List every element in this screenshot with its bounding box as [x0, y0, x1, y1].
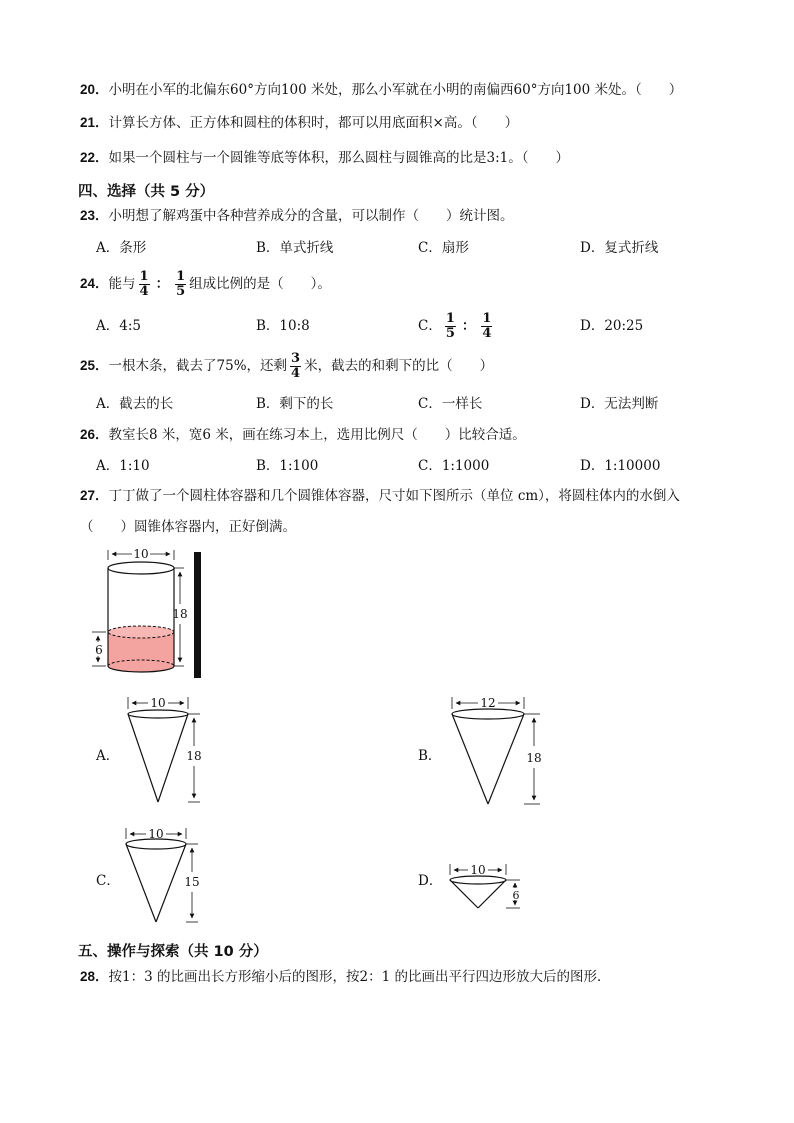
option-a-label: A．: [96, 748, 120, 764]
question-number: 22．: [80, 150, 109, 165]
cone-d-diameter: 10: [470, 863, 486, 877]
cone-b-figure: [444, 694, 554, 808]
question-text: 教室长8 米，宽6 米，画在练习本上，选用比例尺（ ）比较合适。: [108, 427, 526, 443]
question-26: [80, 425, 526, 445]
question-27: [80, 486, 680, 506]
option-b: B．单式折线: [256, 240, 334, 256]
question-21: [80, 113, 518, 133]
question-25: [80, 348, 493, 384]
fraction: $\frac{1}{5}$: [445, 311, 455, 341]
question-text: 小明在小军的北偏东60°方向100 米处，那么小军就在小明的南偏西60°方向100 米处。（ ）: [108, 82, 683, 98]
question-text-post: 组成比例的是（ ）。: [189, 276, 331, 292]
option-b: B．1:100: [256, 458, 319, 474]
question-20: [80, 80, 682, 100]
option-a: A．条形: [96, 240, 147, 256]
question-number: 21．: [80, 115, 109, 130]
option-d-label: D．: [418, 873, 443, 889]
cylinder-figure: [90, 548, 210, 682]
question-number: 23．: [80, 208, 109, 223]
cone-d-height: 6: [512, 889, 520, 902]
option-d: D．20:25: [580, 318, 644, 334]
option-b-label: B．: [418, 748, 442, 764]
question-number: 27．: [80, 488, 109, 503]
question-text: 小明想了解鸡蛋中各种营养成分的含量，可以制作（ ）统计图。: [108, 208, 514, 224]
section-heading: 五、操作与探索（共 10 分）: [78, 944, 268, 960]
cone-a-height: 18: [186, 749, 202, 763]
cone-b-height: 18: [526, 751, 542, 765]
question-number: 26．: [80, 427, 109, 442]
option-c-label: C．: [96, 873, 120, 889]
option-c: C．扇形: [418, 240, 469, 256]
option-a: A．截去的长: [96, 396, 174, 412]
question-28: [80, 967, 610, 987]
fraction: $\frac{1}{4}$: [139, 269, 149, 299]
cylinder-diameter-label: 10: [133, 548, 149, 561]
option-c: C．一样长: [418, 396, 483, 412]
option-d: D．复式折线: [580, 240, 659, 256]
question-text: 如果一个圆柱与一个圆锥等底等体积，那么圆柱与圆锥高的比是3:1。（ ）: [108, 150, 570, 166]
option-c: C．1:1000: [418, 458, 490, 474]
question-number: 24．: [80, 276, 109, 291]
fraction: $\frac{3}{4}$: [291, 351, 301, 381]
question-text: 按1：3 的比画出长方形缩小后的图形，按2：1 的比画出平行四边形放大后的图形．: [108, 969, 611, 985]
question-24: [80, 266, 331, 302]
question-22: [80, 148, 569, 168]
question-text: 计算长方体、正方体和圆柱的体积时，都可以用底面积×高。（ ）: [108, 115, 519, 131]
question-text-post: 米，截去的和剩下的比（ ）: [304, 358, 494, 374]
option-c: C． $\frac{1}{5}$ ： $\frac{1}{4}$: [418, 311, 492, 341]
cone-a-diameter: 10: [150, 696, 166, 710]
question-27-line2: （ ）圆锥体容器内，正好倒满。: [80, 519, 296, 535]
cylinder-height-label: 18: [172, 607, 188, 621]
question-number: 28．: [80, 969, 109, 984]
option-b: B．10:8: [256, 318, 310, 334]
option-d: D．1:10000: [580, 458, 661, 474]
option-b: B．剩下的长: [256, 396, 334, 412]
option-a: A．4:5: [96, 318, 141, 334]
question-number: 20．: [80, 82, 109, 97]
cone-c-diameter: 10: [148, 827, 164, 841]
cone-a-figure: [118, 694, 218, 808]
question-text: 丁丁做了一个圆柱体容器和几个圆锥体容器，尺寸如下图所示（单位 cm），将圆柱体内的水倒入: [108, 488, 680, 504]
cone-c-figure: [118, 826, 218, 926]
question-number: 25．: [80, 358, 109, 373]
question-23: [80, 206, 514, 226]
question-text-pre: 一根木条，截去了75%，还剩: [108, 358, 288, 374]
fraction: $\frac{1}{4}$: [482, 311, 492, 341]
water-height-label: 6: [95, 643, 103, 657]
question-text-pre: 能与: [108, 276, 136, 292]
cone-b-diameter: 12: [480, 696, 496, 710]
option-a: A．1:10: [96, 458, 150, 474]
cone-c-height: 15: [184, 875, 200, 889]
fraction: $\frac{1}{5}$: [176, 269, 186, 299]
section-heading: 四、选择（共 5 分）: [78, 184, 215, 200]
colon: ：: [155, 276, 170, 292]
cone-d-figure: [444, 862, 534, 918]
option-d: D．无法判断: [580, 396, 659, 412]
